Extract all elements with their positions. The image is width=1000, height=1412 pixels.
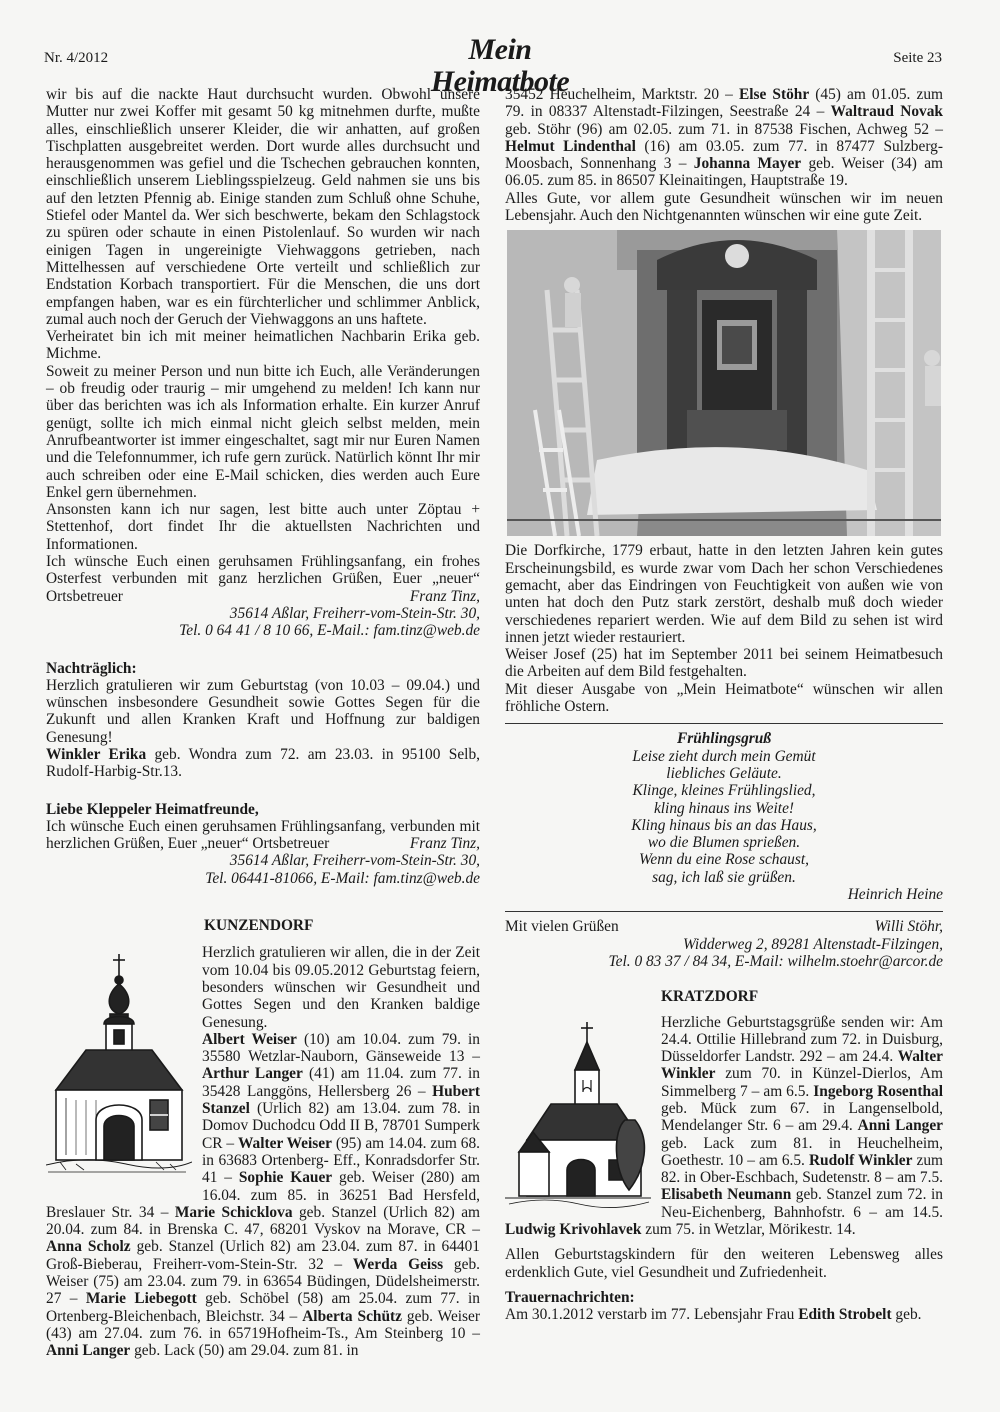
poem-line: Leise zieht durch mein Gemüt [632, 747, 816, 765]
section-heading: Nachträglich: [46, 659, 137, 677]
body-paragraph: Weiser Josef (25) hat im September 2011 bei seinem Heimatbesuch die Arbeiten auf dem Bild festgehalten. [505, 646, 943, 681]
body-paragraph: Ansonsten kann ich nur sagen, lest bitte auch unter Zöptau + Stettenhof, dort findet Ihr die aktuellsten Nachrichten und Informationen. [46, 501, 480, 553]
birthday-list: Albert Weiser (10) am 10.04. zum 79. in 35580 Wetzlar-Nauborn, Gänseweide 13 – Arthur Langer (41) am 11.04. zum 77. in 35428 Langgöns, Hellersberg 26 – Hubert Stanzel (Urlich 82) am 13.04. zum 78. in Domov Duchodcu Odd II B, 78701 Sumperk CR – Walter Weiser (95) am 14.04. zum 68. in 63683 Ortenberg- Eff., Konradsdorfer Str. 41 – Sophie Kauer geb. Weiser (280) am 16.04. zum 85. in 36251 Bad Hersfeld, Breslauer Str. 34 – Marie Schicklova geb. Stanzel (Urlich 82) am 20.04. zum 84. in Brenska C. 47, 68201 Vyskov na Morave, CR – Anna Scholz geb. Stanzel (Urlich 82) am 23.04. zum 87. in 64401 Groß-Bieberau, Freiherr-vom-Stein-Str. 32 – Werda Geiss geb. Weiser (75) am 23.04. zum 79. in 63654 Büdingen, Düdelsheimerstr. 27 – Marie Liebegott geb. Schöbel (58) am 25.04. zum 77. in Ortenberg-Bleichenbach, Bleichstr. 34 – Alberta Schütz geb. Weiser (43) am 27.04. zum 76. in 65719Hofheim-Ts., Am Steinberg 10 – Anni Langer geb. Lack (50) am 29.04. zum 81. in [46, 1030, 481, 1360]
church-illustration-kunzendorf [46, 950, 192, 1190]
section-title-kratzdorf: KRATZDORF [661, 988, 759, 1006]
body-paragraph: Mit dieser Ausgabe von „Mein Heimatbote“ wünschen wir allen fröhliche Ostern. [505, 680, 943, 716]
masthead-logo: Mein Heimatbote [430, 33, 570, 98]
birthday-list: Herzliche Geburtstagsgrüße senden wir: Am 24.4. Ottilie Hillebrand zum 72. in Duisburg, Düsseldorfer Landstr. 292 – am 24.4. Walter Winkler zum 70. in Künzel-Dierlos, Am Simmelberg 7 – am 6.5. Ingeborg Rosenthal geb. Mück zum 67. in Langenselbold, Mendelanger Str. 6 – am 29.4. Anni Langer geb. Lack zum 81. in Heuchelheim, Goethestr. 10 – am 6.5. Rudolf Winkler zum 82. in Ober-Eschbach, Sudetenstr. 8 – am 7.5. Elisabeth Neumann geb. Stanzel zum 72. in Neu-Eichenberg, Bahnhofstr. 6 – am 14.5. Ludwig Krivohlavek zum 75. in Wetzlar, Mörikestr. 14. [505, 1013, 943, 1239]
birthday-list: 35452 Heuchelheim, Marktstr. 20 – Else Stöhr (45) am 01.05. zum 79. in 08337 Altenstadt-Filzingen, Seestraße 24 – Waltraud Novak geb. Stöhr (96) am 02.05. zum 71. in 87538 Fischen, Achweg 52 – Helmut Lindenthal (16) am 03.05. zum 77. in 87477 Sulzberg-Moosbach, Sonnenhang 3 – Johanna Mayer geb. Weiser (34) am 06.05. zum 85. in 86507 Kleinaitingen, Hauptstraße 19. [505, 86, 943, 190]
body-paragraph: Ich wünsche Euch einen geruhsamen Frühlingsanfang, verbunden mit herzlichen Grüßen, Euer „neuer“ Ortsbetreuer Franz Tinz, [46, 817, 480, 853]
body-paragraph: Alles Gute, vor allem gute Gesundheit wünschen wir im neuen Lebensjahr. Auch den Nichtgenannten wünschen wir eine gute Zeit. [505, 189, 943, 225]
poem-line: wo die Blumen sprießen. [647, 834, 801, 852]
section-heading: Liebe Kleppeler Heimatfreunde, [46, 800, 259, 818]
signature-address: Widderweg 2, 89281 Altenstadt-Filzingen, [682, 935, 943, 953]
greeting-row [505, 918, 943, 935]
greeting: Mit vielen Grüßen [505, 918, 619, 936]
church-restoration-photo [507, 230, 941, 536]
page-number: Seite 23 [893, 50, 942, 66]
page-header [0, 0, 1000, 98]
poem-author: Heinrich Heine [847, 886, 943, 904]
signature-address: 35614 Aßlar, Freiherr-vom-Stein-Str. 30, [229, 604, 480, 622]
body-paragraph: Ich wünsche Euch einen geruhsamen Frühlingsanfang, ein frohes Osterfest verbunden mit ganz herzlichen Grüßen, Euer „neuer“ Ortsbetreuer Franz Tinz, [46, 553, 480, 605]
body-paragraph: Herzlich gratulieren wir allen, die in der Zeit vom 10.04 bis 09.05.2012 Geburtstag feiern, besonders wünschen wir Gesundheit und Gottes Segen und den Kranken baldige Genesung. [202, 944, 480, 1031]
poem [505, 730, 943, 886]
signature-contact: Tel. 06441-81066, E-Mail: fam.tinz@web.de [205, 869, 480, 887]
divider [505, 911, 943, 912]
body-paragraph: Soweit zu meiner Person und nun bitte ich Euch, alle Veränderungen – ob freudig oder traurig – mir umgehend zu melden! Ich kann nur über das berichten was ich als Information erhalte. Ein kurzer Anruf genügt, sollte ich mich einmal nicht gleich selbst melden, mein Anrufbeantworter ist immer eingeschaltet, sagt mir nur Euren Namen und die Telefonnummer, ich rufe gern zurück. Natürlich könnt Ihr mir auch schreiben oder eine E-Mail schicken, dies werden auch Eure Enkel gern übernehmen. [46, 362, 480, 501]
signature-contact: Tel. 0 64 41 / 8 10 66, E-Mail.: fam.tinz@web.de [179, 622, 480, 640]
signature-name: Franz Tinz, [409, 835, 480, 853]
signature-contact: Tel. 0 83 37 / 84 34, E-Mail: wilhelm.stoehr@arcor.de [608, 952, 943, 970]
signature-address: 35614 Aßlar, Freiherr-vom-Stein-Str. 30, [229, 852, 480, 870]
left-column [46, 86, 480, 1359]
photo-caption: Die Dorfkirche, 1779 erbaut, hatte in den letzten Jahren kein gutes Erscheinungsbild, es wurde zwar vom Dach her schon Verschiedenes gemacht, aber das Eindringen von Feuchtigkeit von außen wie von unten hat doch den Putz stark zerstört, deshalb muß doch wieder verschiedenes repariert werden. Wie auf dem Bild zu sehen ist wird innen jetzt wieder restauriert. [505, 542, 943, 646]
body-paragraph: Herzlich gratulieren wir zum Geburtstag (von 10.03 – 09.04.) und wünschen insbesondere Gesundheit sowie Gottes Segen für die Zukunft und allen Kranken Kraft und Hoffnung zur baldigen Genesung! [46, 676, 480, 746]
poem-line: kling hinaus ins Weite! [653, 799, 795, 817]
body-paragraph: wir bis auf die nackte Haut durchsucht wurden. Obwohl unsere Mutter nur zwei Koffer mit gesamt 50 kg mitnehmen durfte, mußte alles, einschließlich unserer Kleider, die wir anhatten, auf großen Tischplatten ausgebreitet werden. Dort wurde alles durchsucht und herausgenommen was gefiel und die Tschechen gebrauchen konnten, einschließlich unserem Lieblingsspielzeug. Geld nahmen sie uns bis auf den letzten Pfennig ab. Einige standen zum Schluß ohne Schuhe, Stiefel oder Mantel da. Wer sich beschwerte, bekam den Schlagstock zu spüren oder schaute in einen Pistolenlauf. So wurden wir nach einigen Tagen in ungereinigte Viehwaggons getrieben, nach Mittelhessen auf verschiedene Orte verteilt und schließlich zur Endstation Korbach transportiert. Für die Menschen, die uns dort empfangen haben, war es ein fürchterlicher und schlimmer Anblick, zumal auch noch der Geruch der Viehwaggons an uns haftete. [46, 86, 480, 328]
church-illustration-kratzdorf [505, 1020, 651, 1212]
body-paragraph: Verheiratet bin ich mit meiner heimatlichen Nachbarin Erika geb. Michme. [46, 328, 480, 363]
poem-line: sag, ich laß sie grüßen. [652, 868, 796, 886]
issue-number: Nr. 4/2012 [44, 50, 109, 66]
obituary-entry: Am 30.1.2012 verstarb im 77. Lebensjahr Frau Edith Strobelt geb. [505, 1306, 922, 1324]
birthday-entry: Winkler Erika geb. Wondra zum 72. am 23.03. in 95100 Selb, Rudolf-Harbig-Str.13. [46, 745, 480, 781]
body-paragraph: Allen Geburtstagskindern für den weiteren Lebensweg alles erdenklich Gute, viel Gesundheit und Zufriedenheit. [505, 1246, 943, 1281]
poem-title: Frühlingsgruß [676, 730, 772, 748]
section-title-kunzendorf: KUNZENDORF [204, 917, 314, 935]
section-heading: Trauernachrichten: [505, 1288, 635, 1306]
poem-line: Kling hinaus bis an das Haus, [631, 816, 817, 834]
divider [505, 723, 943, 724]
signature-name: Willi Stöhr, [874, 918, 943, 936]
poem-line: Wenn du eine Rose schaust, [639, 851, 809, 869]
poem-line: liebliches Geläute. [666, 764, 782, 782]
right-column [505, 86, 943, 1324]
signature-name: Franz Tinz, [409, 587, 480, 605]
poem-line: Klinge, kleines Frühlingslied, [632, 782, 816, 800]
